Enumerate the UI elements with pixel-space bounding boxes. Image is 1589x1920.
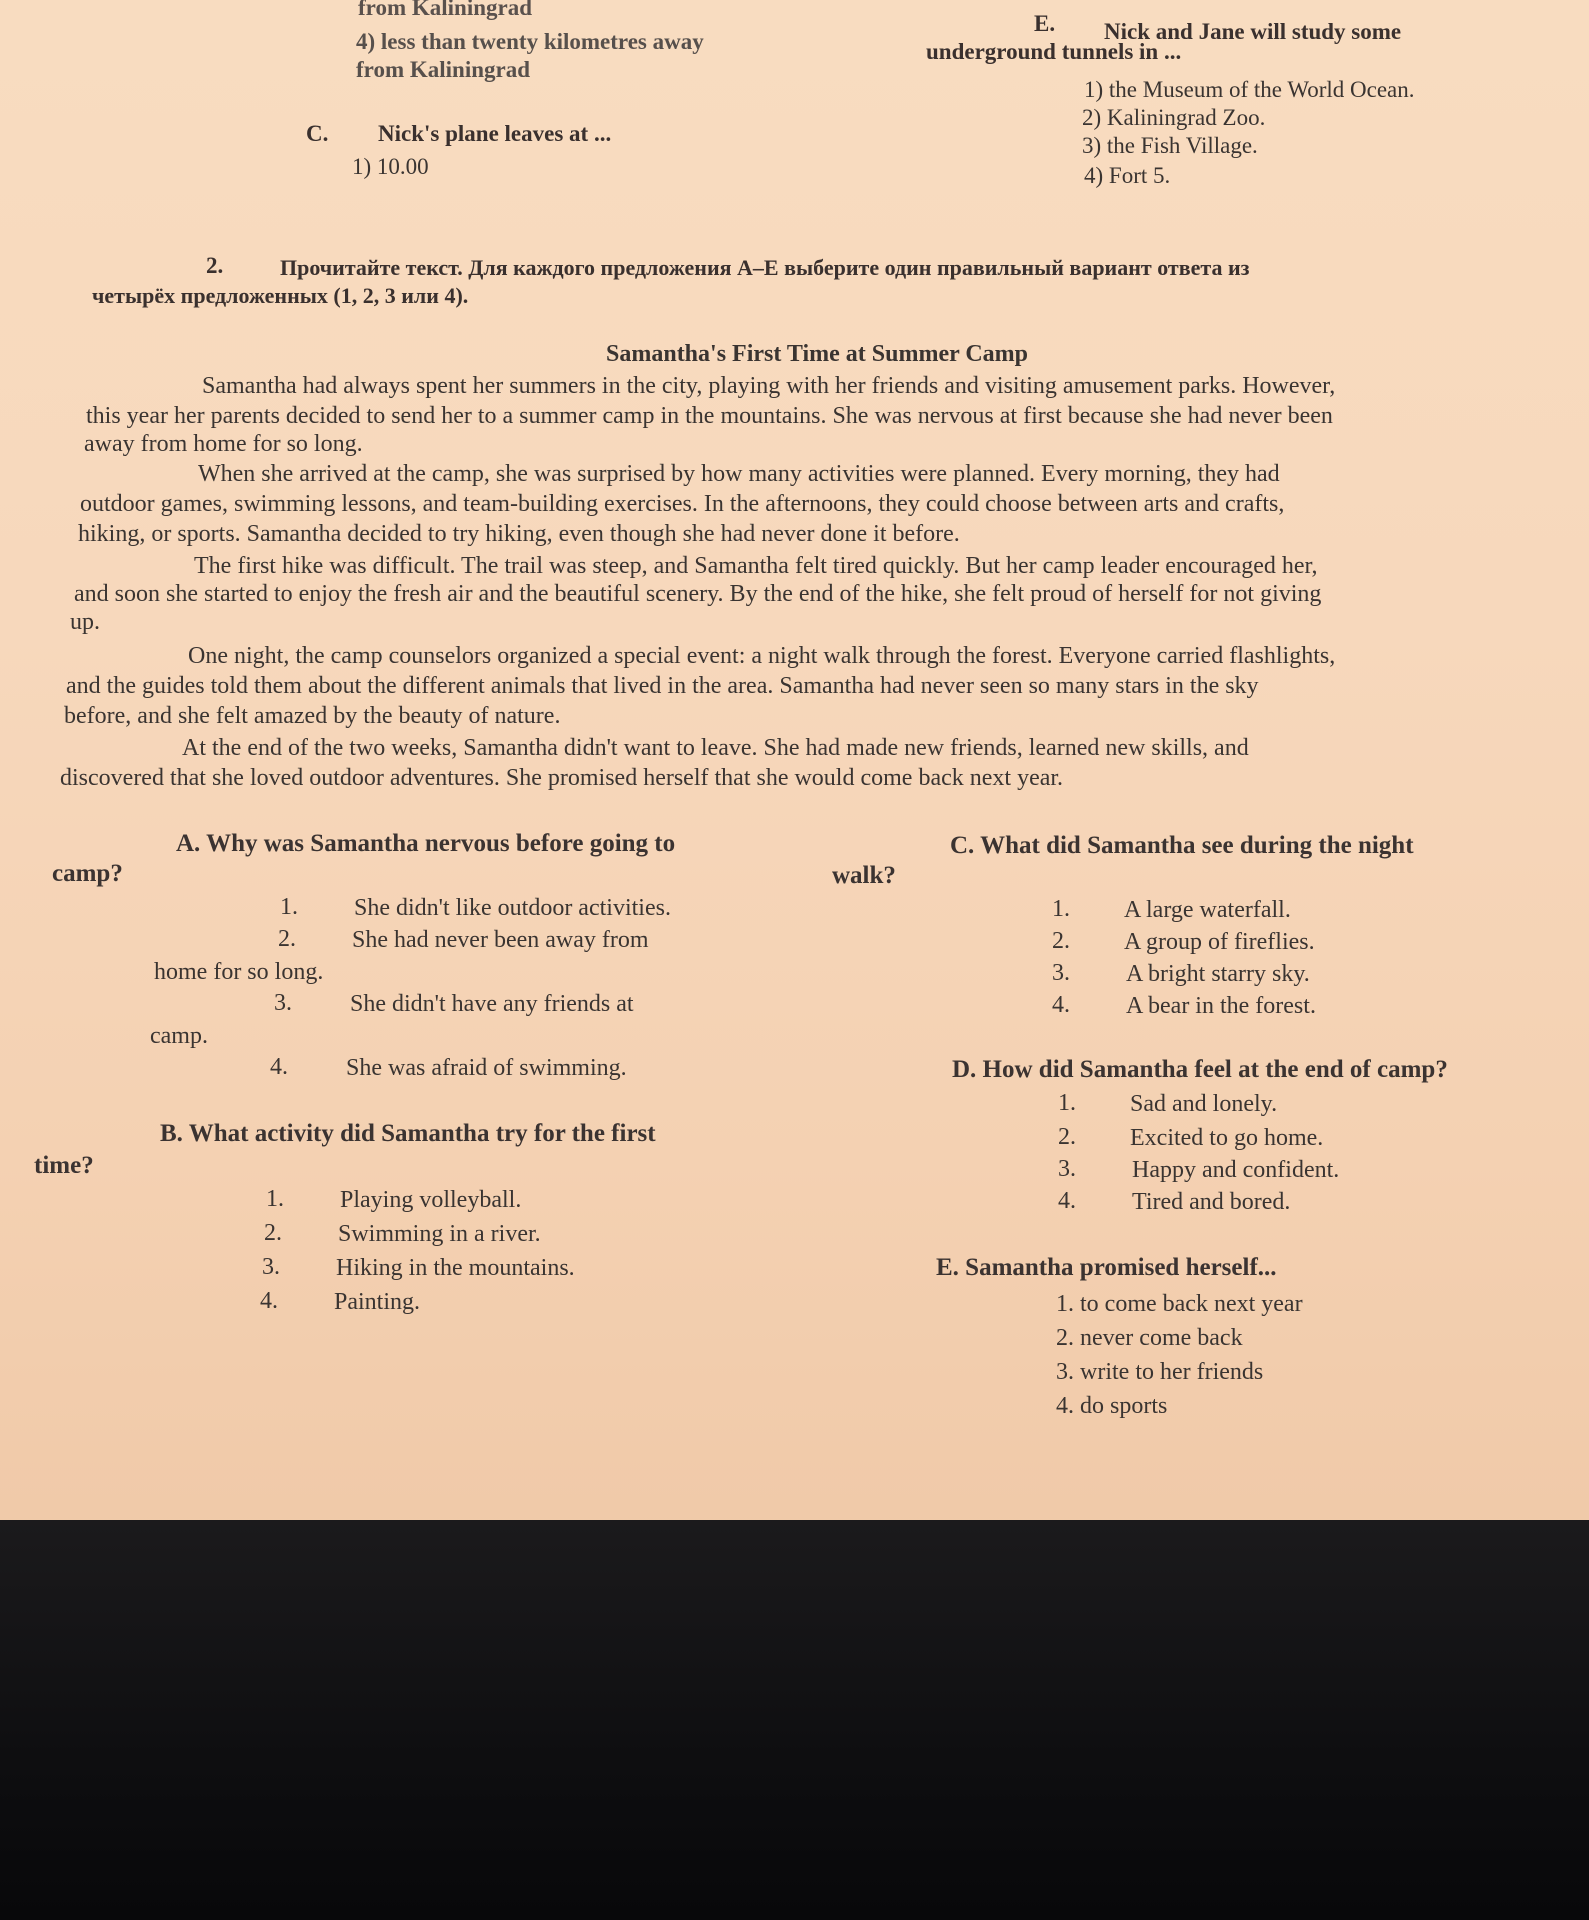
question-b-text-line1: B. What activity did Samantha try for the first — [160, 1120, 656, 1147]
question-d-number-3: 3. — [1058, 1156, 1076, 1182]
question-d-number-2: 2. — [1058, 1124, 1076, 1150]
question-e-text-line2: underground tunnels in ... — [926, 39, 1182, 64]
question-c-option-1: 1) 10.00 — [352, 154, 429, 179]
prev-option-fragment: from Kaliningrad — [358, 0, 533, 20]
question-a-option-2: She had never been away from — [352, 927, 649, 953]
question-c2-text-line1: C. What did Samantha see during the night — [950, 832, 1414, 859]
question-d-option-2: Excited to go home. — [1130, 1125, 1324, 1151]
question-e-option-1: 1) the Museum of the World Ocean. — [1084, 77, 1415, 102]
question-e2-text: E. Samantha promised herself... — [936, 1254, 1277, 1281]
question-c2-number-4: 4. — [1052, 992, 1070, 1018]
question-b-option-4: Painting. — [334, 1289, 421, 1315]
story-line: discovered that she loved outdoor adventures. She promised herself that she would come back next year. — [60, 765, 1064, 791]
story-line: before, and she felt amazed by the beauty of nature. — [64, 703, 561, 729]
question-c2-option-4: A bear in the forest. — [1126, 993, 1316, 1019]
question-b-number-2: 2. — [264, 1220, 282, 1246]
story-line: this year her parents decided to send her to a summer camp in the mountains. She was nervous at first because she had never been — [86, 403, 1333, 429]
story-line: The first hike was difficult. The trail was steep, and Samantha felt tired quickly. But her camp leader encouraged her, — [194, 553, 1318, 579]
question-e-label: E. — [1034, 11, 1056, 36]
question-b-text-line2: time? — [34, 1152, 94, 1179]
question-c2-text-line2: walk? — [832, 862, 896, 889]
question-c2-number-1: 1. — [1052, 896, 1070, 922]
story-line: and soon she started to enjoy the fresh air and the beautiful scenery. By the end of the hike, she felt proud of herself for not giving — [74, 581, 1322, 607]
story-line: and the guides told them about the different animals that lived in the area. Samantha had never seen so many stars in the sky — [66, 673, 1259, 699]
question-c2-number-2: 2. — [1052, 928, 1070, 954]
question-a-option-3-cont: camp. — [150, 1023, 208, 1049]
question-e-option-2: 2) Kaliningrad Zoo. — [1082, 105, 1266, 130]
question-a-text-line2: camp? — [52, 860, 123, 887]
question-e-option-4: 4) Fort 5. — [1084, 163, 1171, 188]
question-e2-option-1: 1. to come back next year — [1056, 1291, 1303, 1317]
question-a-option-1: She didn't like outdoor activities. — [354, 895, 671, 921]
prev-option-4-cont: from Kaliningrad — [356, 57, 531, 82]
question-d-number-1: 1. — [1058, 1090, 1076, 1116]
dark-background-surface — [0, 1520, 1589, 1920]
task-instruction-line2: четырёх предложенных (1, 2, 3 или 4). — [92, 283, 469, 308]
question-b-number-1: 1. — [266, 1186, 284, 1212]
question-e2-option-4: 4. do sports — [1056, 1393, 1168, 1419]
question-e2-option-2: 2. never come back — [1056, 1325, 1243, 1351]
story-title: Samantha's First Time at Summer Camp — [606, 341, 1029, 367]
question-d-option-4: Tired and bored. — [1132, 1189, 1291, 1215]
story-line: One night, the camp counselors organized a special event: a night walk through the forest. Everyone carried flashlights, — [188, 643, 1336, 669]
question-d-number-4: 4. — [1058, 1188, 1076, 1214]
question-e-text-line1: Nick and Jane will study some — [1104, 19, 1402, 44]
story-line: When she arrived at the camp, she was surprised by how many activities were planned. Every morning, they had — [198, 461, 1280, 487]
question-a-number-4: 4. — [270, 1054, 288, 1080]
question-c2-option-3: A bright starry sky. — [1126, 961, 1310, 987]
question-a-option-3: She didn't have any friends at — [350, 991, 634, 1017]
task-instruction-line1: Прочитайте текст. Для каждого предложения A–E выберите один правильный вариант ответа из — [280, 255, 1250, 280]
question-a-number-3: 3. — [274, 990, 292, 1016]
question-c2-option-1: A large waterfall. — [1124, 897, 1291, 923]
question-b-option-2: Swimming in a river. — [338, 1221, 541, 1247]
question-d-option-1: Sad and lonely. — [1130, 1091, 1278, 1117]
question-c2-number-3: 3. — [1052, 960, 1070, 986]
question-b-number-4: 4. — [260, 1288, 278, 1314]
question-b-option-1: Playing volleyball. — [340, 1187, 522, 1213]
question-e-option-3: 3) the Fish Village. — [1082, 133, 1258, 158]
question-c-label: C. — [306, 121, 329, 146]
question-b-option-3: Hiking in the mountains. — [336, 1255, 575, 1281]
question-a-option-2-cont: home for so long. — [154, 959, 324, 985]
question-e2-option-3: 3. write to her friends — [1056, 1359, 1264, 1385]
question-c2-option-2: A group of fireflies. — [1124, 929, 1315, 955]
story-line: outdoor games, swimming lessons, and team-building exercises. In the afternoons, they could choose between arts and crafts, — [80, 491, 1285, 517]
question-b-number-3: 3. — [262, 1254, 280, 1280]
prev-option-4: 4) less than twenty kilometres away — [356, 29, 704, 54]
question-a-option-4: She was afraid of swimming. — [346, 1055, 627, 1081]
story-line: away from home for so long. — [84, 431, 363, 457]
question-a-number-1: 1. — [280, 894, 298, 920]
question-c-text: Nick's plane leaves at ... — [378, 121, 612, 146]
story-line: At the end of the two weeks, Samantha didn't want to leave. She had made new friends, learned new skills, and — [182, 735, 1249, 761]
question-a-text-line1: A. Why was Samantha nervous before going to — [176, 830, 676, 857]
story-line: hiking, or sports. Samantha decided to try hiking, even though she had never done it before. — [78, 521, 960, 547]
task-number: 2. — [206, 253, 224, 278]
story-line: Samantha had always spent her summers in the city, playing with her friends and visiting amusement parks. However, — [202, 373, 1336, 399]
question-d-option-3: Happy and confident. — [1132, 1157, 1340, 1183]
question-d-text: D. How did Samantha feel at the end of camp? — [952, 1056, 1448, 1083]
question-a-number-2: 2. — [278, 926, 296, 952]
story-line: up. — [70, 609, 100, 635]
